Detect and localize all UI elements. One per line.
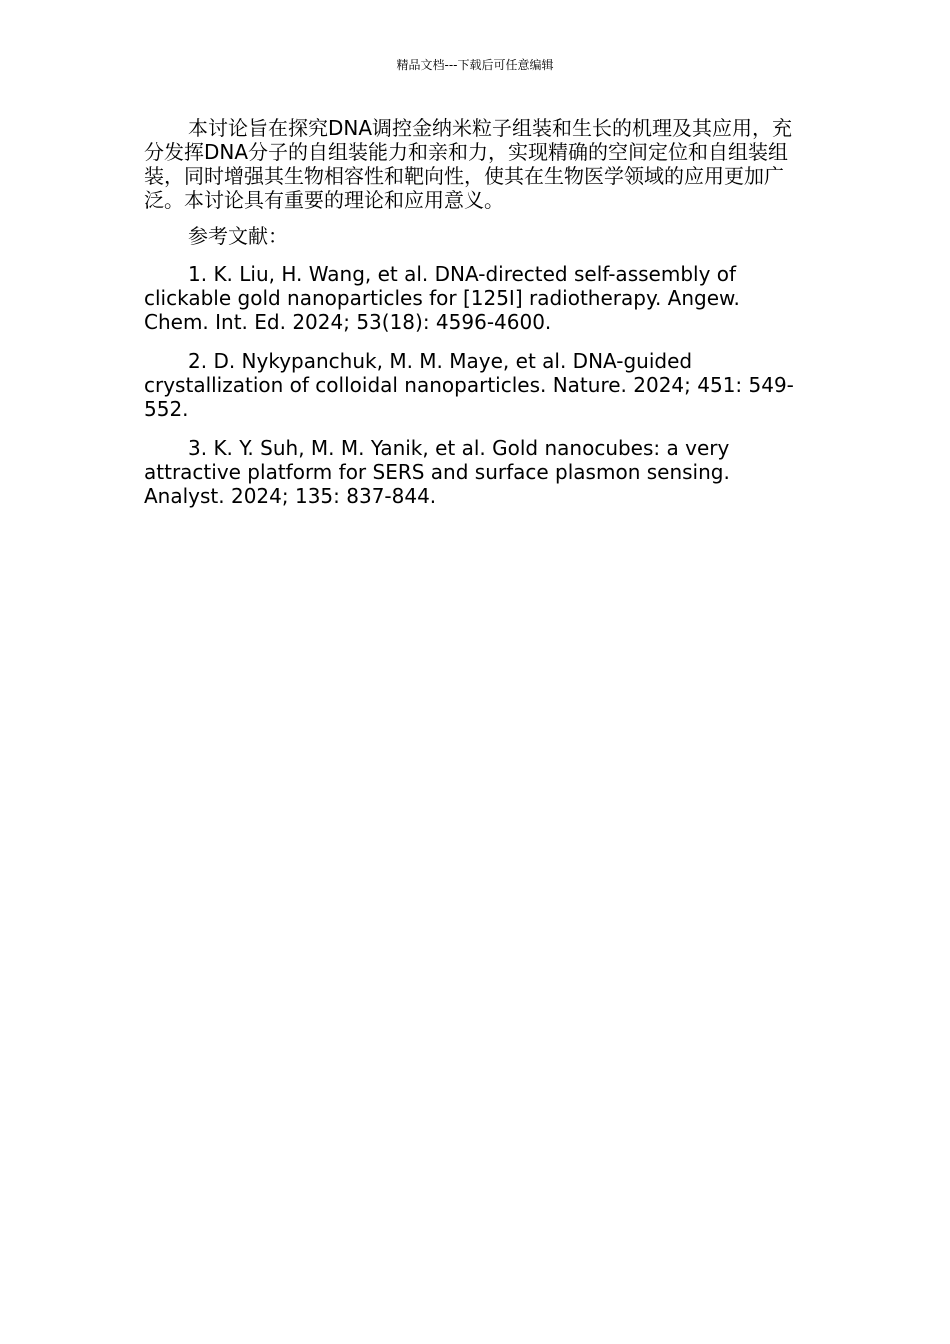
reference-item-2: 2. D. Nykypanchuk, M. M. Maye, et al. DNA-guided crystallization of colloidal nanoparticles. Nature. 2024; 451: 549-552. (144, 349, 794, 421)
reference-item-1: 1. K. Liu, H. Wang, et al. DNA-directed self-assembly of clickable gold nanoparticles for [125I] radiotherapy. Angew. Chem. Int. Ed. 2024; 53(18): 4596-4600. (144, 262, 740, 334)
body-paragraph: 本讨论旨在探究DNA调控金纳米粒子组装和生长的机理及其应用，充分发挥DNA分子的自组装能力和亲和力，实现精确的空间定位和自组装组装，同时增强其生物相容性和靶向性，使其在生物医学领域的应用更加广泛。本讨论具有重要的理论和应用意义。 (144, 116, 793, 212)
document-body (144, 116, 806, 523)
reference-item-3: 3. K. Y. Suh, M. M. Yanik, et al. Gold nanocubes: a very attractive platform for SERS and surface plasmon sensing. Analyst. 2024; 135: 837-844. (144, 436, 730, 508)
references-heading: 参考文献： (188, 224, 288, 248)
page-header: 精品文档---下载后可任意编辑 (396, 58, 554, 72)
